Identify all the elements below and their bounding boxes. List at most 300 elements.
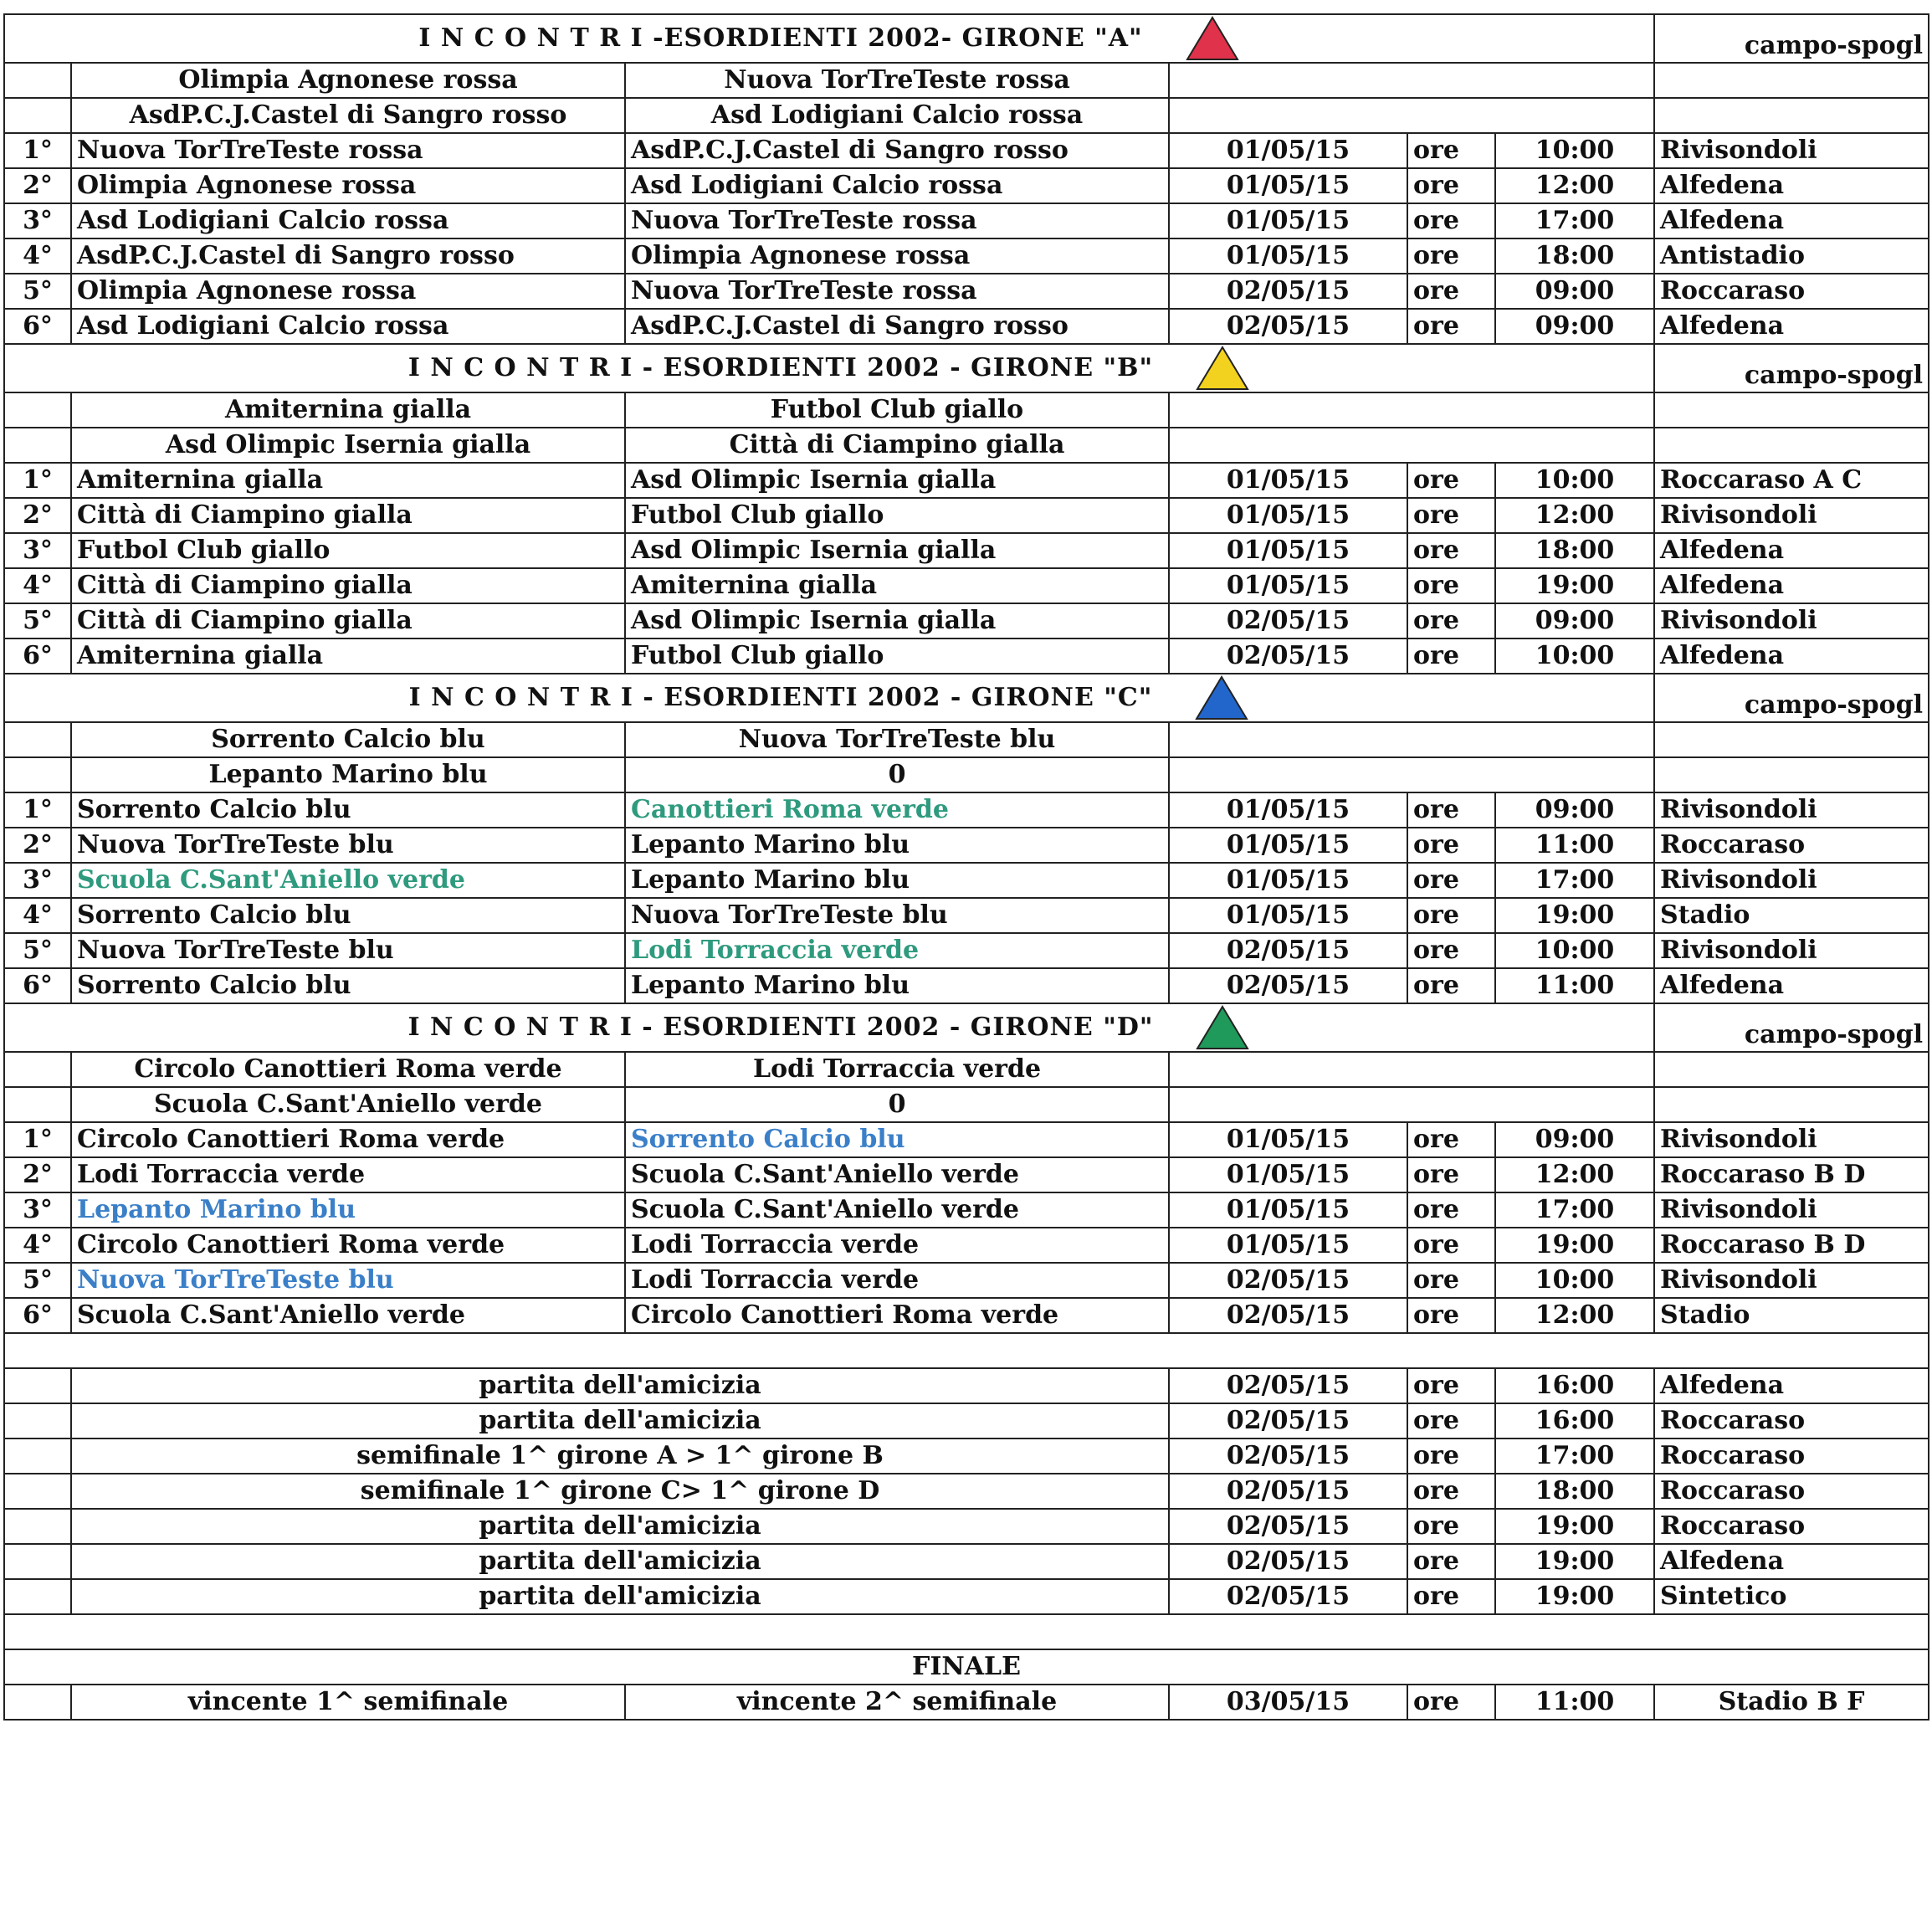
match-row: [4, 309, 1929, 344]
match-label: partita dell'amicizia: [71, 1509, 1169, 1544]
match-date: 02/05/15: [1169, 274, 1407, 309]
group-title-row: [4, 1003, 1929, 1052]
match-venue: Alfedena: [1654, 168, 1929, 203]
group-title-row: [4, 674, 1929, 722]
group-title-row: [4, 344, 1929, 392]
match-venue: Roccaraso: [1654, 1474, 1929, 1509]
match-date: 02/05/15: [1169, 1579, 1407, 1614]
match-venue: Rivisondoli: [1654, 792, 1929, 828]
match-number: 1°: [4, 1122, 71, 1157]
empty-cell: [1169, 757, 1654, 792]
empty-cell: [4, 1403, 71, 1438]
home-team: Futbol Club giallo: [71, 533, 625, 568]
away-team: Futbol Club giallo: [625, 498, 1169, 533]
match-number: 4°: [4, 238, 71, 274]
away-team: Nuova TorTreTeste rossa: [625, 203, 1169, 238]
ore-label: ore: [1407, 1368, 1495, 1403]
match-date: 01/05/15: [1169, 1192, 1407, 1228]
extra-match-row: [4, 1438, 1929, 1474]
match-number: 5°: [4, 933, 71, 968]
group-teams-row: [4, 428, 1929, 463]
ore-label: ore: [1407, 533, 1495, 568]
match-time: 11:00: [1495, 968, 1654, 1003]
match-label: partita dell'amicizia: [71, 1544, 1169, 1579]
match-time: 19:00: [1495, 1228, 1654, 1263]
team-name: Città di Ciampino gialla: [625, 428, 1169, 463]
ore-label: ore: [1407, 568, 1495, 603]
match-venue: Rivisondoli: [1654, 933, 1929, 968]
match-row: [4, 1263, 1929, 1298]
match-date: 01/05/15: [1169, 898, 1407, 933]
home-team: Nuova TorTreTeste blu: [71, 933, 625, 968]
ore-label: ore: [1407, 238, 1495, 274]
away-team: AsdP.C.J.Castel di Sangro rosso: [625, 309, 1169, 344]
match-venue: Rivisondoli: [1654, 1263, 1929, 1298]
empty-cell: [4, 1614, 1929, 1649]
away-team: Nuova TorTreTeste blu: [625, 898, 1169, 933]
match-time: 10:00: [1495, 463, 1654, 498]
match-number: 4°: [4, 898, 71, 933]
schedule-sheet: [3, 13, 1928, 1721]
home-team: Città di Ciampino gialla: [71, 568, 625, 603]
team-name: Futbol Club giallo: [625, 392, 1169, 428]
empty-cell: [4, 1474, 71, 1509]
empty-cell: [1654, 1087, 1929, 1122]
match-time: 16:00: [1495, 1368, 1654, 1403]
match-row: [4, 1228, 1929, 1263]
match-row: [4, 968, 1929, 1003]
match-venue: Sintetico: [1654, 1579, 1929, 1614]
match-row: [4, 203, 1929, 238]
home-team: Lodi Torraccia verde: [71, 1157, 625, 1192]
group-teams-row: [4, 722, 1929, 757]
empty-cell: [4, 722, 71, 757]
ore-label: ore: [1407, 203, 1495, 238]
match-date: 02/05/15: [1169, 1438, 1407, 1474]
finale-away: vincente 2^ semifinale: [625, 1685, 1169, 1720]
match-date: 01/05/15: [1169, 568, 1407, 603]
match-venue: Alfedena: [1654, 568, 1929, 603]
away-team: Scuola C.Sant'Aniello verde: [625, 1157, 1169, 1192]
home-team: Amiternina gialla: [71, 638, 625, 674]
away-team: Lepanto Marino blu: [625, 828, 1169, 863]
match-row: [4, 463, 1929, 498]
match-date: 02/05/15: [1169, 638, 1407, 674]
home-team: Asd Lodigiani Calcio rossa: [71, 309, 625, 344]
empty-cell: [1654, 63, 1929, 98]
group-title-cell: [4, 344, 1654, 392]
home-team: Amiternina gialla: [71, 463, 625, 498]
match-venue: Roccaraso: [1654, 1403, 1929, 1438]
match-time: 18:00: [1495, 238, 1654, 274]
match-number: 2°: [4, 1157, 71, 1192]
match-date: 02/05/15: [1169, 1368, 1407, 1403]
match-time: 09:00: [1495, 792, 1654, 828]
match-venue: Alfedena: [1654, 968, 1929, 1003]
group-title: I N C O N T R I - ESORDIENTI 2002 - GIRONE "C": [408, 683, 1153, 712]
team-name: Scuola C.Sant'Aniello verde: [71, 1087, 625, 1122]
match-number: 1°: [4, 792, 71, 828]
match-time: 11:00: [1495, 1685, 1654, 1720]
team-name: Olimpia Agnonese rossa: [71, 63, 625, 98]
away-team: Nuova TorTreTeste rossa: [625, 274, 1169, 309]
match-date: 01/05/15: [1169, 1228, 1407, 1263]
match-venue: Rivisondoli: [1654, 498, 1929, 533]
home-team: Città di Ciampino gialla: [71, 603, 625, 638]
home-team: Scuola C.Sant'Aniello verde: [71, 863, 625, 898]
empty-cell: [1654, 1052, 1929, 1087]
away-team: Canottieri Roma verde: [625, 792, 1169, 828]
away-team: Lepanto Marino blu: [625, 863, 1169, 898]
match-time: 09:00: [1495, 603, 1654, 638]
schedule-table: [3, 13, 1929, 1721]
match-time: 09:00: [1495, 274, 1654, 309]
match-date: 01/05/15: [1169, 863, 1407, 898]
ore-label: ore: [1407, 498, 1495, 533]
match-number: 1°: [4, 133, 71, 168]
match-row: [4, 533, 1929, 568]
campo-spogl-label: campo-spogl: [1654, 1003, 1929, 1052]
group-teams-row: [4, 1087, 1929, 1122]
match-date: 01/05/15: [1169, 168, 1407, 203]
home-team: Scuola C.Sant'Aniello verde: [71, 1298, 625, 1333]
away-team: Lodi Torraccia verde: [625, 933, 1169, 968]
match-row: [4, 238, 1929, 274]
ore-label: ore: [1407, 828, 1495, 863]
match-date: 01/05/15: [1169, 463, 1407, 498]
match-time: 17:00: [1495, 1192, 1654, 1228]
home-team: Sorrento Calcio blu: [71, 968, 625, 1003]
match-number: 3°: [4, 863, 71, 898]
match-number: 6°: [4, 1298, 71, 1333]
away-team: Lodi Torraccia verde: [625, 1228, 1169, 1263]
ore-label: ore: [1407, 133, 1495, 168]
match-row: [4, 1122, 1929, 1157]
match-venue: Roccaraso B D: [1654, 1228, 1929, 1263]
away-team: Asd Olimpic Isernia gialla: [625, 533, 1169, 568]
match-venue: Roccaraso: [1654, 1509, 1929, 1544]
match-venue: Roccaraso: [1654, 828, 1929, 863]
team-name: Nuova TorTreTeste rossa: [625, 63, 1169, 98]
group-title: I N C O N T R I - ESORDIENTI 2002 - GIRONE "B": [407, 353, 1154, 382]
group-title-cell: [4, 1003, 1654, 1052]
ore-label: ore: [1407, 1438, 1495, 1474]
ore-label: ore: [1407, 933, 1495, 968]
match-time: 12:00: [1495, 168, 1654, 203]
away-team: Amiternina gialla: [625, 568, 1169, 603]
team-name: Circolo Canottieri Roma verde: [71, 1052, 625, 1087]
match-time: 12:00: [1495, 1157, 1654, 1192]
empty-cell: [1169, 392, 1654, 428]
finale-match-row: [4, 1685, 1929, 1720]
extra-match-row: [4, 1509, 1929, 1544]
home-team: Olimpia Agnonese rossa: [71, 168, 625, 203]
match-label: semifinale 1^ girone A > 1^ girone B: [71, 1438, 1169, 1474]
match-row: [4, 863, 1929, 898]
ore-label: ore: [1407, 1157, 1495, 1192]
team-name: 0: [625, 757, 1169, 792]
match-date: 03/05/15: [1169, 1685, 1407, 1720]
home-team: Nuova TorTreTeste blu: [71, 1263, 625, 1298]
away-team: Lepanto Marino blu: [625, 968, 1169, 1003]
ore-label: ore: [1407, 968, 1495, 1003]
ore-label: ore: [1407, 638, 1495, 674]
match-number: 4°: [4, 568, 71, 603]
team-name: Asd Lodigiani Calcio rossa: [625, 98, 1169, 133]
match-time: 19:00: [1495, 1544, 1654, 1579]
match-venue: Stadio B F: [1654, 1685, 1929, 1720]
match-date: 02/05/15: [1169, 1298, 1407, 1333]
match-date: 01/05/15: [1169, 498, 1407, 533]
empty-cell: [4, 1509, 71, 1544]
match-label: semifinale 1^ girone C> 1^ girone D: [71, 1474, 1169, 1509]
match-number: 5°: [4, 274, 71, 309]
match-row: [4, 828, 1929, 863]
home-team: Lepanto Marino blu: [71, 1192, 625, 1228]
home-team: Città di Ciampino gialla: [71, 498, 625, 533]
home-team: Asd Lodigiani Calcio rossa: [71, 203, 625, 238]
match-time: 09:00: [1495, 1122, 1654, 1157]
extra-match-row: [4, 1544, 1929, 1579]
match-date: 01/05/15: [1169, 792, 1407, 828]
match-time: 17:00: [1495, 203, 1654, 238]
match-time: 18:00: [1495, 533, 1654, 568]
match-venue: Roccaraso A C: [1654, 463, 1929, 498]
match-venue: Alfedena: [1654, 533, 1929, 568]
match-number: 6°: [4, 638, 71, 674]
ore-label: ore: [1407, 1474, 1495, 1509]
group-marker-triangle-icon: [1194, 674, 1249, 721]
away-team: Circolo Canottieri Roma verde: [625, 1298, 1169, 1333]
match-date: 02/05/15: [1169, 309, 1407, 344]
empty-cell: [4, 1579, 71, 1614]
team-name: Asd Olimpic Isernia gialla: [71, 428, 625, 463]
match-label: partita dell'amicizia: [71, 1368, 1169, 1403]
match-time: 10:00: [1495, 1263, 1654, 1298]
match-date: 01/05/15: [1169, 1157, 1407, 1192]
match-row: [4, 498, 1929, 533]
match-number: 2°: [4, 168, 71, 203]
match-date: 02/05/15: [1169, 603, 1407, 638]
match-date: 01/05/15: [1169, 1122, 1407, 1157]
match-number: 5°: [4, 1263, 71, 1298]
match-venue: Stadio: [1654, 898, 1929, 933]
group-title-cell: [4, 14, 1654, 63]
empty-cell: [4, 63, 71, 98]
ore-label: ore: [1407, 309, 1495, 344]
match-venue: Alfedena: [1654, 638, 1929, 674]
ore-label: ore: [1407, 1122, 1495, 1157]
group-marker-triangle-icon: [1195, 345, 1250, 392]
match-venue: Antistadio: [1654, 238, 1929, 274]
campo-spogl-label: campo-spogl: [1654, 344, 1929, 392]
finale-title: FINALE: [4, 1649, 1929, 1685]
away-team: Lodi Torraccia verde: [625, 1263, 1169, 1298]
match-date: 01/05/15: [1169, 533, 1407, 568]
match-number: 5°: [4, 603, 71, 638]
ore-label: ore: [1407, 1509, 1495, 1544]
home-team: Sorrento Calcio blu: [71, 898, 625, 933]
empty-cell: [4, 428, 71, 463]
empty-cell: [1169, 1087, 1654, 1122]
empty-cell: [1654, 392, 1929, 428]
finale-home: vincente 1^ semifinale: [71, 1685, 625, 1720]
empty-cell: [4, 1087, 71, 1122]
group-marker-triangle-icon: [1195, 1004, 1250, 1051]
match-row: [4, 568, 1929, 603]
match-number: 3°: [4, 1192, 71, 1228]
match-venue: Rivisondoli: [1654, 863, 1929, 898]
away-team: AsdP.C.J.Castel di Sangro rosso: [625, 133, 1169, 168]
home-team: Olimpia Agnonese rossa: [71, 274, 625, 309]
group-title: I N C O N T R I -ESORDIENTI 2002- GIRONE "A": [418, 23, 1143, 53]
empty-cell: [4, 757, 71, 792]
match-venue: Rivisondoli: [1654, 1192, 1929, 1228]
match-time: 12:00: [1495, 1298, 1654, 1333]
spacer-row: [4, 1333, 1929, 1368]
match-time: 19:00: [1495, 568, 1654, 603]
ore-label: ore: [1407, 1685, 1495, 1720]
ore-label: ore: [1407, 1579, 1495, 1614]
match-venue: Rivisondoli: [1654, 603, 1929, 638]
match-venue: Roccaraso B D: [1654, 1157, 1929, 1192]
empty-cell: [1169, 98, 1654, 133]
match-date: 02/05/15: [1169, 1509, 1407, 1544]
match-number: 6°: [4, 968, 71, 1003]
group-title-cell: [4, 674, 1654, 722]
campo-spogl-label: campo-spogl: [1654, 674, 1929, 722]
match-time: 11:00: [1495, 828, 1654, 863]
match-row: [4, 603, 1929, 638]
ore-label: ore: [1407, 603, 1495, 638]
match-row: [4, 133, 1929, 168]
match-time: 12:00: [1495, 498, 1654, 533]
match-number: 3°: [4, 203, 71, 238]
match-number: 1°: [4, 463, 71, 498]
match-row: [4, 1298, 1929, 1333]
group-title-row: [4, 14, 1929, 63]
extra-match-row: [4, 1579, 1929, 1614]
match-venue: Rivisondoli: [1654, 133, 1929, 168]
empty-cell: [1169, 722, 1654, 757]
match-row: [4, 274, 1929, 309]
match-number: 4°: [4, 1228, 71, 1263]
match-time: 18:00: [1495, 1474, 1654, 1509]
match-venue: Roccaraso: [1654, 274, 1929, 309]
match-time: 17:00: [1495, 1438, 1654, 1474]
empty-cell: [4, 1052, 71, 1087]
away-team: Olimpia Agnonese rossa: [625, 238, 1169, 274]
extra-match-row: [4, 1474, 1929, 1509]
group-teams-row: [4, 98, 1929, 133]
match-date: 01/05/15: [1169, 203, 1407, 238]
group-teams-row: [4, 1052, 1929, 1087]
match-venue: Alfedena: [1654, 203, 1929, 238]
match-venue: Alfedena: [1654, 1544, 1929, 1579]
empty-cell: [1654, 722, 1929, 757]
home-team: Circolo Canottieri Roma verde: [71, 1122, 625, 1157]
match-date: 01/05/15: [1169, 238, 1407, 274]
match-number: 6°: [4, 309, 71, 344]
empty-cell: [1654, 98, 1929, 133]
match-row: [4, 933, 1929, 968]
group-teams-row: [4, 392, 1929, 428]
empty-cell: [4, 1685, 71, 1720]
match-venue: Alfedena: [1654, 1368, 1929, 1403]
empty-cell: [1169, 1052, 1654, 1087]
match-date: 02/05/15: [1169, 933, 1407, 968]
away-team: Sorrento Calcio blu: [625, 1122, 1169, 1157]
ore-label: ore: [1407, 1228, 1495, 1263]
home-team: Nuova TorTreTeste blu: [71, 828, 625, 863]
extra-match-row: [4, 1403, 1929, 1438]
away-team: Futbol Club giallo: [625, 638, 1169, 674]
team-name: Lepanto Marino blu: [71, 757, 625, 792]
empty-cell: [4, 392, 71, 428]
empty-cell: [4, 1438, 71, 1474]
away-team: Scuola C.Sant'Aniello verde: [625, 1192, 1169, 1228]
match-row: [4, 168, 1929, 203]
match-time: 16:00: [1495, 1403, 1654, 1438]
match-row: [4, 898, 1929, 933]
match-venue: Roccaraso: [1654, 1438, 1929, 1474]
match-date: 01/05/15: [1169, 828, 1407, 863]
match-label: partita dell'amicizia: [71, 1579, 1169, 1614]
match-date: 02/05/15: [1169, 1403, 1407, 1438]
ore-label: ore: [1407, 898, 1495, 933]
home-team: Nuova TorTreTeste rossa: [71, 133, 625, 168]
match-label: partita dell'amicizia: [71, 1403, 1169, 1438]
campo-spogl-label: campo-spogl: [1654, 14, 1929, 63]
ore-label: ore: [1407, 863, 1495, 898]
ore-label: ore: [1407, 1544, 1495, 1579]
match-time: 19:00: [1495, 1579, 1654, 1614]
team-name: 0: [625, 1087, 1169, 1122]
match-date: 02/05/15: [1169, 1474, 1407, 1509]
ore-label: ore: [1407, 168, 1495, 203]
match-time: 19:00: [1495, 898, 1654, 933]
home-team: AsdP.C.J.Castel di Sangro rosso: [71, 238, 625, 274]
empty-cell: [1169, 63, 1654, 98]
match-date: 02/05/15: [1169, 1263, 1407, 1298]
match-number: 2°: [4, 828, 71, 863]
ore-label: ore: [1407, 792, 1495, 828]
match-row: [4, 1192, 1929, 1228]
extra-match-row: [4, 1368, 1929, 1403]
ore-label: ore: [1407, 1263, 1495, 1298]
ore-label: ore: [1407, 1192, 1495, 1228]
ore-label: ore: [1407, 1403, 1495, 1438]
empty-cell: [4, 1333, 1929, 1368]
match-time: 17:00: [1495, 863, 1654, 898]
group-title: I N C O N T R I - ESORDIENTI 2002 - GIRONE "D": [407, 1013, 1154, 1042]
match-time: 10:00: [1495, 933, 1654, 968]
finale-title-row: [4, 1649, 1929, 1685]
match-time: 10:00: [1495, 133, 1654, 168]
match-time: 10:00: [1495, 638, 1654, 674]
group-teams-row: [4, 63, 1929, 98]
empty-cell: [4, 98, 71, 133]
match-date: 02/05/15: [1169, 968, 1407, 1003]
empty-cell: [1169, 428, 1654, 463]
away-team: Asd Olimpic Isernia gialla: [625, 603, 1169, 638]
match-row: [4, 792, 1929, 828]
match-time: 19:00: [1495, 1509, 1654, 1544]
team-name: Lodi Torraccia verde: [625, 1052, 1169, 1087]
group-marker-triangle-icon: [1185, 15, 1240, 62]
team-name: Amiternina gialla: [71, 392, 625, 428]
away-team: Asd Lodigiani Calcio rossa: [625, 168, 1169, 203]
